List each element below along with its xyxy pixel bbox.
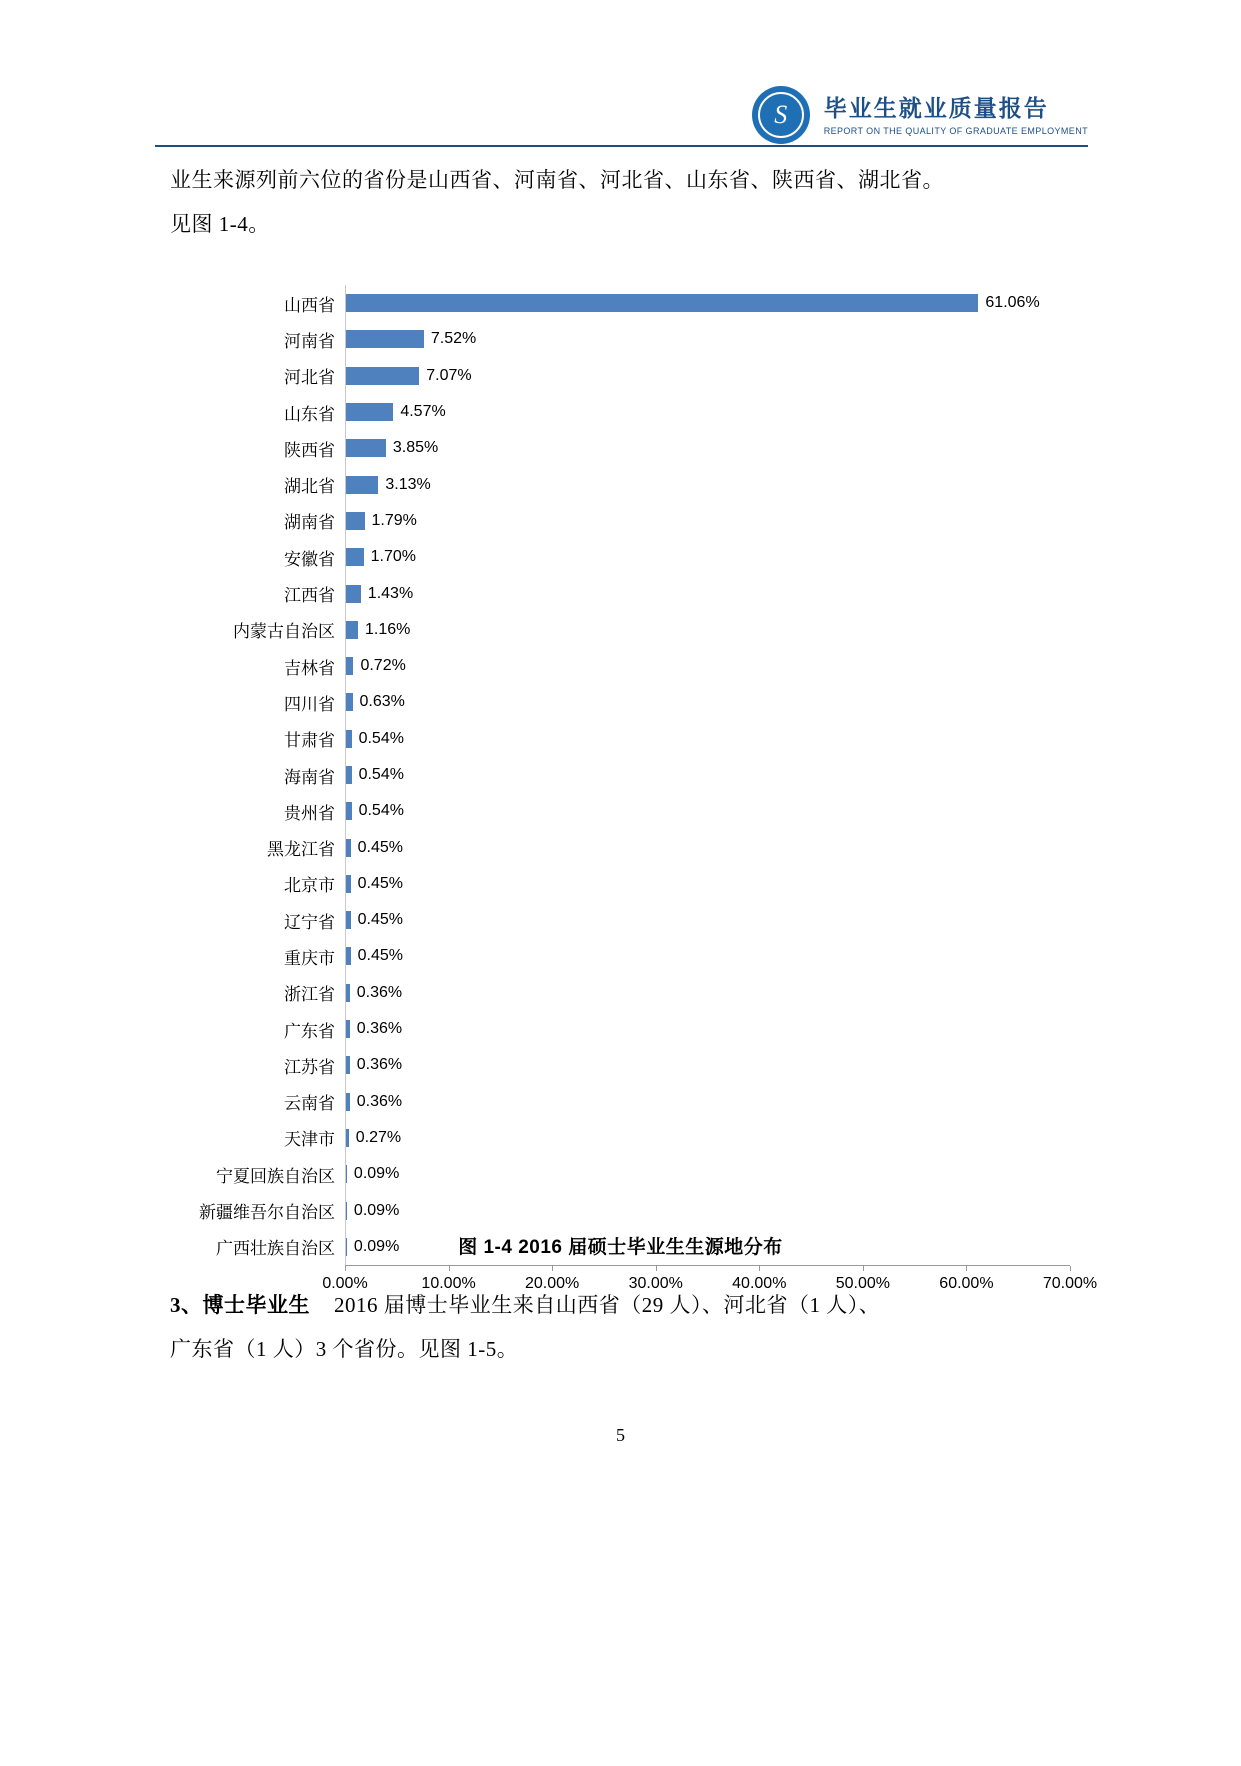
- chart-category-label: 江苏省: [284, 1057, 335, 1077]
- chart-value-label: 7.07%: [426, 366, 472, 384]
- header-title-en: REPORT ON THE QUALITY OF GRADUATE EMPLOYMENT: [823, 125, 1088, 136]
- chart-category-label: 四川省: [284, 694, 335, 714]
- chart-bar-track: [345, 430, 1070, 466]
- chart-bar-row: [180, 430, 1070, 466]
- chart-value-label: 0.36%: [356, 1056, 403, 1074]
- chart-bar: [346, 802, 352, 820]
- chart-value-label: 1.16%: [365, 620, 411, 638]
- chart-bar-track: [345, 902, 1070, 938]
- chart-bar-track: [345, 539, 1070, 575]
- chart-bar: [346, 1093, 350, 1111]
- chart-value-label: 0.72%: [360, 657, 406, 675]
- chart-bar: [346, 330, 424, 348]
- chart-bar: [346, 1165, 347, 1183]
- chart-category-label: 广西壮族自治区: [216, 1239, 335, 1259]
- header-text-block: [824, 94, 1088, 136]
- chart-category-label: 陕西省: [284, 440, 335, 460]
- chart-bar: [346, 875, 351, 893]
- chart-category-label: 内蒙古自治区: [233, 622, 335, 642]
- chart-bar-track: [345, 1011, 1070, 1047]
- chart-category-label: 黑龙江省: [267, 840, 335, 860]
- chart-category-label: 山西省: [284, 295, 335, 315]
- chart-category-label: 河南省: [284, 331, 335, 351]
- chart-bar: [346, 403, 393, 421]
- chart-value-label: 61.06%: [985, 294, 1040, 312]
- chart-bar-track: [345, 648, 1070, 684]
- chart-value-label: 0.36%: [356, 983, 403, 1001]
- axis-tick: [656, 1266, 657, 1271]
- chart-bar: [346, 657, 353, 675]
- chart-bar-track: [345, 829, 1070, 865]
- paragraph-doctor-heading: 3、博士毕业生: [170, 1293, 310, 1317]
- chart-category-label: 广东省: [284, 1021, 335, 1041]
- paragraph-intro-line1: 业生来源列前六位的省份是山西省、河南省、河北省、山东省、陕西省、湖北省。: [170, 168, 944, 192]
- chart-bar-track: [345, 757, 1070, 793]
- chart-category-label: 天津市: [284, 1130, 335, 1150]
- paragraph-intro-line2: 见图 1-4。: [170, 212, 270, 236]
- chart-value-label: 1.70%: [370, 548, 416, 566]
- axis-tick: [449, 1266, 450, 1271]
- chart-bar-row: [180, 612, 1070, 648]
- chart-value-label: 1.79%: [371, 511, 417, 529]
- chart-bar-row: [180, 829, 1070, 865]
- chart-bar: [346, 476, 378, 494]
- chart-bar-track: [345, 1120, 1070, 1156]
- chart-bar-track: [345, 394, 1070, 430]
- chart-bar-row: [180, 1192, 1070, 1228]
- chart-value-label: 1.43%: [367, 584, 414, 602]
- chart-bar-row: [180, 394, 1070, 430]
- chart-value-label: 0.09%: [353, 1201, 400, 1219]
- paragraph-doctor-line1: 2016 届博士毕业生来自山西省（29 人）、河北省（1 人）、: [334, 1293, 881, 1317]
- chart-bar-row: [180, 684, 1070, 720]
- chart-bar: [346, 1020, 350, 1038]
- chart-bar-row: [180, 1156, 1070, 1192]
- axis-tick-label: 40.00%: [732, 1275, 787, 1293]
- chart-value-label: 0.45%: [357, 947, 404, 965]
- axis-tick: [552, 1266, 553, 1271]
- chart-value-label: 0.09%: [353, 1237, 400, 1255]
- chart-value-label: 0.36%: [356, 1020, 403, 1038]
- chart-bar-track: [345, 358, 1070, 394]
- header-title-cn: 毕业生就业质量报告: [823, 95, 1049, 122]
- chart-bar-track: [345, 938, 1070, 974]
- chart-category-label: 宁夏回族自治区: [216, 1166, 335, 1186]
- chart-bar: [346, 947, 351, 965]
- axis-tick-label: 70.00%: [1042, 1275, 1098, 1293]
- chart-bar-track: [345, 1047, 1070, 1083]
- axis-tick-label: 30.00%: [628, 1275, 683, 1293]
- chart-category-label: 新疆维吾尔自治区: [199, 1203, 335, 1223]
- chart-value-label: 0.09%: [353, 1165, 400, 1183]
- chart-bar: [346, 839, 351, 857]
- chart-category-label: 湖北省: [284, 477, 335, 497]
- chart-bar: [346, 294, 978, 312]
- chart-bar: [346, 911, 351, 929]
- chart-value-label: 0.27%: [355, 1128, 402, 1146]
- chart-bar-row: [180, 466, 1070, 502]
- chart-category-label: 浙江省: [284, 985, 335, 1005]
- chart-bar-track: [345, 721, 1070, 757]
- chart-bar-track: [345, 975, 1070, 1011]
- chart-bar: [346, 512, 365, 530]
- chart-bar-row: [180, 1047, 1070, 1083]
- chart-bar: [346, 1056, 350, 1074]
- chart-value-label: 0.54%: [358, 802, 404, 820]
- chart-bar-row: [180, 648, 1070, 684]
- chart-bar: [346, 439, 386, 457]
- chart-bar: [346, 548, 364, 566]
- chart-bar-row: [180, 1084, 1070, 1120]
- chart-category-label: 北京市: [284, 876, 335, 896]
- chart-value-label: 0.45%: [357, 911, 404, 929]
- chart-bar-row: [180, 1011, 1070, 1047]
- chart-bar-row: [180, 866, 1070, 902]
- chart-bar: [346, 585, 361, 603]
- chart-value-label: 3.85%: [392, 439, 439, 457]
- chart-bar-row: [180, 793, 1070, 829]
- chart-bar-track: [345, 321, 1070, 357]
- chart-bar: [346, 730, 352, 748]
- axis-tick-label: 0.00%: [322, 1275, 368, 1293]
- chart-bar-row: [180, 902, 1070, 938]
- paragraph-doctor: [170, 1283, 1091, 1327]
- chart-bar-track: [345, 575, 1070, 611]
- chart-category-label: 云南省: [284, 1094, 335, 1114]
- chart-bar-row: [180, 321, 1070, 357]
- axis-tick-label: 50.00%: [835, 1275, 890, 1293]
- axis-tick: [863, 1266, 864, 1271]
- chart-rows: [180, 285, 1070, 1265]
- chart-value-label: 3.13%: [385, 475, 431, 493]
- chart-value-label: 0.54%: [358, 729, 404, 747]
- chart-value-label: 7.52%: [430, 330, 477, 348]
- axis-tick: [1070, 1266, 1071, 1271]
- axis-tick-label: 60.00%: [939, 1275, 994, 1293]
- chart-category-label: 河北省: [284, 368, 335, 388]
- axis-tick: [759, 1266, 760, 1271]
- chart-value-label: 0.45%: [357, 838, 404, 856]
- chart-bar: [346, 984, 350, 1002]
- chart-bar-row: [180, 358, 1070, 394]
- chart-category-label: 海南省: [284, 767, 335, 787]
- chart-bar: [346, 1129, 349, 1147]
- report-header: [752, 86, 1088, 144]
- chart-bar-track: [345, 1192, 1070, 1228]
- chart-value-label: 0.36%: [356, 1092, 403, 1110]
- chart-category-label: 安徽省: [284, 549, 335, 569]
- axis-tick: [966, 1266, 967, 1271]
- figure-caption: 图 1-4 2016 届硕士毕业生生源地分布: [458, 1237, 783, 1258]
- header-divider: [155, 145, 1088, 147]
- chart-bar-track: [345, 285, 1070, 321]
- paragraph-doctor-line2: 广东省（1 人）3 个省份。见图 1-5。: [170, 1337, 519, 1361]
- chart-bar-row: [180, 1120, 1070, 1156]
- chart-bar-row: [180, 721, 1070, 757]
- chart-category-label: 吉林省: [284, 658, 335, 678]
- chart-bar-row: [180, 285, 1070, 321]
- axis-tick-label: 20.00%: [525, 1275, 580, 1293]
- chart-bar-track: [345, 1084, 1070, 1120]
- chart-bar-track: [345, 466, 1070, 502]
- chart-bar: [346, 621, 358, 639]
- chart-bar-track: [345, 503, 1070, 539]
- chart-bar-track: [345, 866, 1070, 902]
- circular-seal-logo-icon: [752, 86, 810, 144]
- chart-bar-row: [180, 539, 1070, 575]
- chart-category-label: 重庆市: [284, 948, 335, 968]
- chart-category-label: 山东省: [284, 404, 335, 424]
- chart-category-label: 辽宁省: [284, 912, 335, 932]
- chart-bar: [346, 367, 419, 385]
- chart-bar: [346, 766, 352, 784]
- chart-bar-row: [180, 757, 1070, 793]
- axis-tick-label: 10.00%: [421, 1275, 476, 1293]
- page-number: 5: [616, 1425, 625, 1445]
- chart-bar: [346, 693, 353, 711]
- chart-bar-row: [180, 503, 1070, 539]
- chart-bar-row: [180, 938, 1070, 974]
- chart-bar-track: [345, 684, 1070, 720]
- chart-bar-row: [180, 575, 1070, 611]
- chart-bar: [346, 1202, 347, 1220]
- chart-value-label: 0.45%: [357, 874, 404, 892]
- chart-bar-track: [345, 793, 1070, 829]
- chart-value-label: 4.57%: [400, 403, 446, 421]
- chart-category-label: 贵州省: [284, 803, 335, 823]
- chart-value-label: 0.63%: [359, 693, 405, 711]
- chart-category-label: 江西省: [284, 586, 335, 606]
- chart-category-label: 湖南省: [284, 513, 335, 533]
- chart-category-label: 甘肃省: [284, 731, 335, 751]
- chart-bar-row: [180, 975, 1070, 1011]
- chart-bar-track: [345, 612, 1070, 648]
- chart-value-label: 0.54%: [358, 766, 404, 783]
- chart-bar-track: [345, 1156, 1070, 1192]
- axis-tick: [345, 1266, 346, 1271]
